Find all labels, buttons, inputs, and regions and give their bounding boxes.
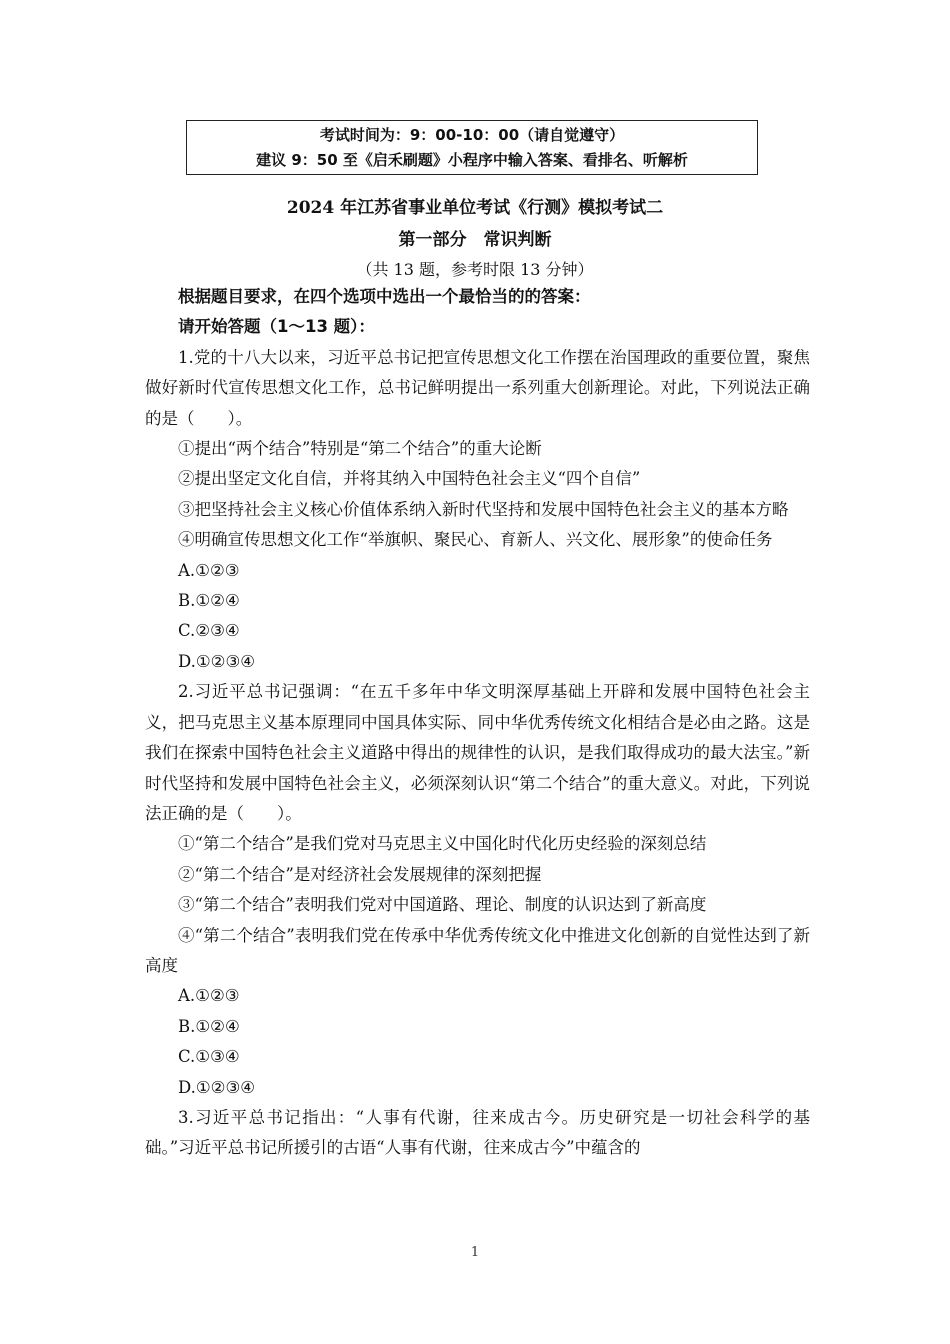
question-1-option-d: D.①②③④: [178, 651, 256, 671]
question-1-option-a: A.①②③: [178, 560, 240, 580]
question-2-option-c: C.①③④: [178, 1047, 240, 1067]
part-note: （共 13 题，参考时限 13 分钟）: [356, 260, 594, 279]
question-content: [145, 282, 810, 1164]
notice-line-1: 考试时间为：9：00-10：00（请自觉遵守）: [319, 125, 625, 144]
instruction: 根据题目要求，在四个选项中选出一个最恰当的的答案：: [178, 287, 591, 306]
question-1-stem: 1.党的十八大以来，习近平总书记把宣传思想文化工作摆在治国理政的重要位置，聚焦做好新时代宣传思想文化工作，总书记鲜明提出一系列重大创新理论。对此，下列说法正确的是（ ）。: [145, 347, 810, 428]
question-1-item-3: ③把坚持社会主义核心价值体系纳入新时代坚持和发展中国特色社会主义的基本方略: [178, 499, 789, 519]
question-1-option-b: B.①②④: [178, 591, 240, 611]
exam-title: 2024 年江苏省事业单位考试《行测》模拟考试二: [286, 198, 664, 218]
question-1-item-1: ①提出“两个结合”特别是“第二个结合”的重大论断: [178, 439, 542, 459]
question-2-option-a: A.①②③: [178, 986, 240, 1006]
question-1-option-c: C.②③④: [178, 621, 240, 641]
start-prompt: 请开始答题（1～13 题）：: [178, 317, 375, 337]
question-2-item-4: ④“第二个结合”表明我们党在传承中华优秀传统文化中推进文化创新的自觉性达到了新高度: [145, 925, 810, 975]
exam-time-notice-box: [186, 120, 758, 175]
question-1-item-4: ④明确宣传思想文化工作“举旗帜、聚民心、育新人、兴文化、展形象”的使命任务: [178, 530, 773, 550]
part-title: 第一部分 常识判断: [398, 230, 552, 250]
page-number: 1: [470, 1245, 480, 1260]
question-2-item-2: ②“第二个结合”是对经济社会发展规律的深刻把握: [178, 864, 542, 884]
question-2-item-3: ③“第二个结合”表明我们党对中国道路、理论、制度的认识达到了新高度: [178, 895, 707, 915]
question-1-item-2: ②提出坚定文化自信，并将其纳入中国特色社会主义“四个自信”: [178, 469, 641, 489]
question-2-stem: 2.习近平总书记强调：“在五千多年中华文明深厚基础上开辟和发展中国特色社会主义，把马克思主义基本原理同中国具体实际、同中华优秀传统文化相结合是必由之路。这是我们在探索中国特色社会主义道路中得出的规律性的认识，是我们取得成功的最大法宝。”新时代坚持和发展中国特色社会主义，必须深刻认识“第二个结合”的重大意义。对此，下列说法正确的是（ ）。: [145, 682, 810, 823]
notice-line-2: 建议 9：50 至《启禾刷题》小程序中输入答案、看排名、听解析: [256, 150, 688, 169]
question-3-stem: 3.习近平总书记指出：“人事有代谢，往来成古今。历史研究是一切社会科学的基础。”习近平总书记所援引的古语“人事有代谢，往来成古今”中蕴含的: [145, 1107, 810, 1158]
question-2-option-d: D.①②③④: [178, 1077, 256, 1097]
question-2-option-b: B.①②④: [178, 1016, 240, 1036]
question-2-item-1: ①“第二个结合”是我们党对马克思主义中国化时代化历史经验的深刻总结: [178, 834, 707, 854]
